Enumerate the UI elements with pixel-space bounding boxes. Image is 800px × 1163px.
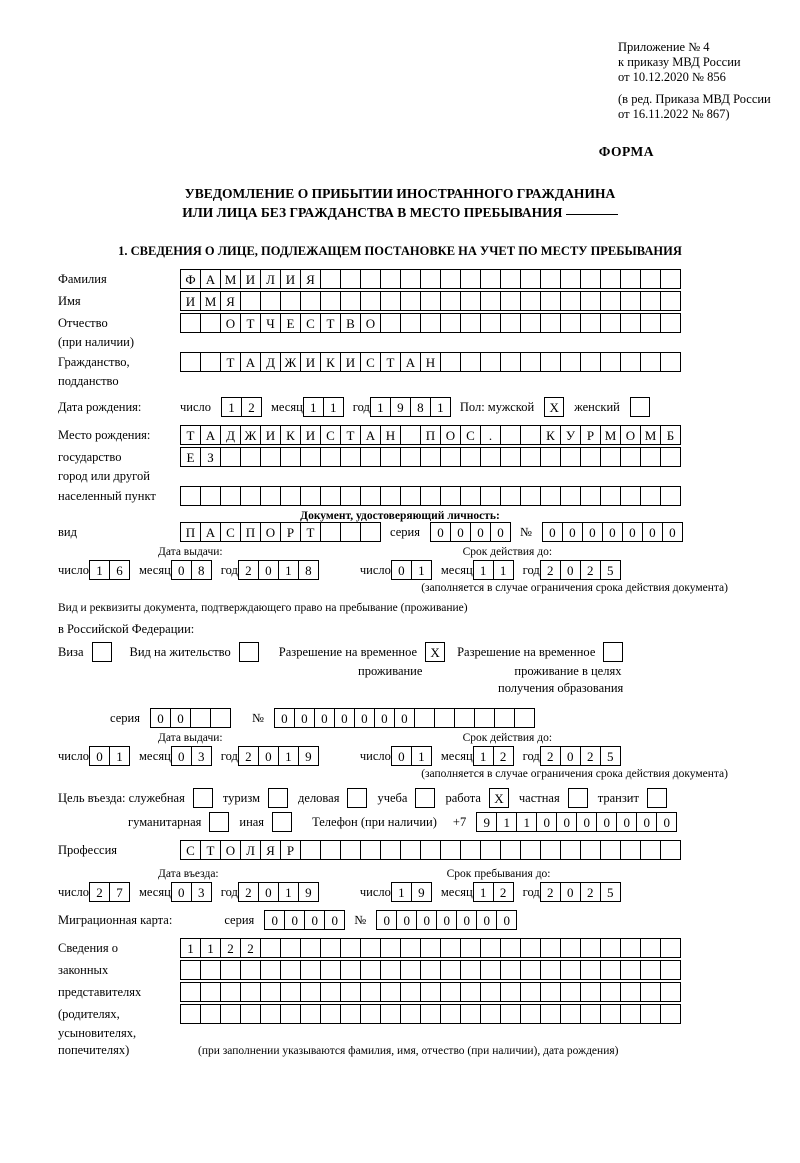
birth-month-boxes[interactable]: 1 1 <box>303 397 343 417</box>
entry-dates-row <box>58 882 742 902</box>
birthplace-boxes-line1[interactable]: Т А Д Ж И К И С Т А Н П О С . К У Р М О М Б <box>180 425 680 445</box>
document-title-line-2: ИЛИ ЛИЦА БЕЗ ГРАЖДАНСТВА В МЕСТО ПРЕБЫВАНИЯ <box>182 205 563 220</box>
purpose-work-checkbox[interactable]: X <box>489 788 509 808</box>
purpose-private-checkbox[interactable] <box>568 788 588 808</box>
permit-issue-date-label: Дата выдачи: <box>158 732 223 744</box>
phone-boxes[interactable]: 9 1 1 0 0 0 0 0 0 0 <box>476 812 676 832</box>
representatives-label-4: (родителях, <box>58 1006 120 1021</box>
stay-day-label: число <box>359 884 391 899</box>
header-amend-line-1: (в ред. Приказа МВД России <box>618 92 771 106</box>
id-document-series-label: серия <box>390 524 420 539</box>
birthplace-state-label: государство <box>58 449 122 464</box>
permit-type-sublabels-row <box>58 664 742 679</box>
migration-card-number-boxes[interactable]: 0 0 0 0 0 0 0 <box>376 910 516 930</box>
representatives-label-5: усыновителях, <box>58 1026 137 1040</box>
id-issue-day-boxes[interactable]: 1 6 <box>89 560 129 580</box>
id-issue-month-label: месяц <box>139 562 171 577</box>
purpose-business-label: деловая <box>298 790 340 805</box>
representatives-boxes-row-4[interactable] <box>180 1004 680 1024</box>
permit-issue-day-label: число <box>58 748 90 763</box>
birthplace-settlement-label: населенный пункт <box>58 488 156 503</box>
representatives-boxes-row-1[interactable]: 1 1 2 2 <box>180 938 680 958</box>
patronymic-label: Отчество <box>58 315 108 330</box>
birthplace-row-3 <box>58 469 742 484</box>
header-line-2: к приказу МВД России <box>618 55 741 69</box>
birthplace-boxes-line2[interactable]: Е З <box>180 447 680 467</box>
permit-edu-label: Разрешение на временное <box>457 644 596 659</box>
permit-series-boxes[interactable]: 0 0 <box>150 708 230 728</box>
purpose-private-label: частная <box>518 790 560 805</box>
representatives-boxes-row-2[interactable] <box>180 960 680 980</box>
header-reference-block <box>618 40 800 122</box>
permit-edu-sublabel-1: проживание в целях <box>514 664 622 678</box>
permit-number-boxes[interactable]: 0 0 0 0 0 0 0 <box>274 708 534 728</box>
sex-female-checkbox[interactable] <box>630 397 650 417</box>
permit-issue-day-boxes[interactable]: 0 1 <box>89 746 129 766</box>
id-document-series-boxes[interactable]: 0 0 0 0 <box>430 522 510 542</box>
id-issue-month-boxes[interactable]: 0 8 <box>171 560 211 580</box>
patronymic-row <box>58 313 742 333</box>
purpose-transit-label: транзит <box>597 790 639 805</box>
id-document-validity-note: (заполняется в случае ограничения срока действия документа) <box>421 582 728 594</box>
permit-validity-note: (заполняется в случае ограничения срока действия документа) <box>421 768 728 780</box>
profession-row <box>58 840 742 860</box>
name-row <box>58 291 742 311</box>
stay-until-label: Срок пребывания до: <box>446 868 551 880</box>
migration-card-series-boxes[interactable]: 0 0 0 0 <box>264 910 344 930</box>
birth-month-label: месяц <box>271 399 303 414</box>
birthplace-row-1 <box>58 425 742 445</box>
title-blank-line <box>566 214 618 215</box>
permit-valid-day-label: число <box>359 748 391 763</box>
birth-year-boxes[interactable]: 1 9 8 1 <box>370 397 450 417</box>
purpose-tourism-checkbox[interactable] <box>268 788 288 808</box>
id-issue-day-label: число <box>58 562 90 577</box>
birth-date-row <box>58 397 742 417</box>
representatives-row-6 <box>58 1043 742 1058</box>
birth-year-label: год <box>352 399 370 414</box>
id-valid-month-boxes[interactable]: 1 1 <box>473 560 513 580</box>
permit-valid-month-boxes[interactable]: 1 2 <box>473 746 513 766</box>
birthplace-row-2 <box>58 447 742 467</box>
id-document-heading: Документ, удостоверяющий личность: <box>300 510 500 522</box>
form-word: ФОРМА <box>598 144 654 159</box>
entry-date-label: Дата въезда: <box>158 868 219 880</box>
permit-valid-day-boxes[interactable]: 0 1 <box>391 746 431 766</box>
surname-boxes[interactable]: Ф А М И Л И Я <box>180 269 680 289</box>
permit-temp-label: Разрешение на временное <box>278 644 418 659</box>
stay-year-label: год <box>522 884 540 899</box>
citizenship-row <box>58 352 742 372</box>
permit-valid-until-label: Срок действия до: <box>462 732 553 744</box>
id-issue-date-label: Дата выдачи: <box>158 546 223 558</box>
purpose-business-checkbox[interactable] <box>347 788 367 808</box>
id-valid-until-label: Срок действия до: <box>462 546 553 558</box>
permit-visa-label: Виза <box>58 644 84 659</box>
surname-label: Фамилия <box>58 271 107 286</box>
id-document-type-boxes[interactable]: П А С П О Р Т <box>180 522 380 542</box>
entry-month-label: месяц <box>139 884 171 899</box>
representatives-label-6: попечителях) <box>58 1043 130 1057</box>
purpose-study-checkbox[interactable] <box>415 788 435 808</box>
stay-month-boxes[interactable]: 1 2 <box>473 882 513 902</box>
id-issue-year-label: год <box>220 562 238 577</box>
permit-type-row <box>58 642 742 662</box>
citizenship-sub-label: подданство <box>58 374 119 388</box>
id-valid-month-label: месяц <box>440 562 473 577</box>
purpose-work-label: работа <box>445 790 481 805</box>
permit-temp-sublabel: проживание <box>358 664 423 678</box>
migration-card-row <box>58 910 742 930</box>
header-line-3: от 10.12.2020 № 856 <box>618 70 726 84</box>
purpose-other-label: иная <box>239 814 265 829</box>
phone-prefix: +7 <box>452 814 467 829</box>
representatives-boxes-row-3[interactable] <box>180 982 680 1002</box>
id-document-type-label: вид <box>58 524 77 539</box>
phone-label: Телефон (при наличии) <box>312 814 437 829</box>
id-document-dates-row <box>58 560 742 580</box>
stay-day-boxes[interactable]: 1 9 <box>391 882 431 902</box>
birthplace-city-label: город или другой <box>58 469 150 483</box>
permit-valid-month-label: месяц <box>440 748 473 763</box>
representatives-row-3 <box>58 982 742 1002</box>
entry-year-label: год <box>220 884 238 899</box>
profession-boxes[interactable]: С Т О Л Я Р <box>180 840 680 860</box>
id-document-number-boxes[interactable]: 0 0 0 0 0 0 0 <box>542 522 682 542</box>
representatives-note: (при заполнении указываются фамилия, имя, отчество (при наличии), дата рождения) <box>198 1044 619 1057</box>
id-document-dates-labels-row <box>58 546 742 558</box>
permit-residence-label: Вид на жительство <box>129 644 231 659</box>
purpose-row-1 <box>58 788 742 808</box>
sex-male-checkbox[interactable]: X <box>544 397 564 417</box>
representatives-row-4 <box>58 1004 742 1024</box>
permit-valid-year-label: год <box>522 748 540 763</box>
permit-heading-1: Вид и реквизиты документа, подтверждающего право на пребывание (проживание) <box>58 602 468 614</box>
section-1-title: 1. СВЕДЕНИЯ О ЛИЦЕ, ПОДЛЕЖАЩЕМ ПОСТАНОВКЕ НА УЧЕТ ПО МЕСТУ ПРЕБЫВАНИЯ <box>118 244 682 258</box>
representatives-row-2 <box>58 960 742 980</box>
representatives-row-5 <box>58 1026 742 1041</box>
permit-issue-year-boxes[interactable]: 2 0 1 9 <box>238 746 318 766</box>
id-valid-year-label: год <box>522 562 540 577</box>
birth-day-label: число <box>180 399 212 414</box>
permit-heading-2: в Российской Федерации: <box>58 622 195 636</box>
birth-date-label: Дата рождения: <box>58 399 142 414</box>
surname-row <box>58 269 742 289</box>
birth-day-boxes[interactable]: 1 2 <box>221 397 261 417</box>
permit-residence-checkbox[interactable] <box>239 642 259 662</box>
header-line-1: Приложение № 4 <box>618 40 710 54</box>
header-amend-line-2: от 16.11.2022 № 867) <box>618 107 730 121</box>
permit-series-row <box>58 708 742 728</box>
citizenship-note-row <box>58 374 742 389</box>
sex-female-label: женский <box>574 399 620 414</box>
patronymic-note-row <box>58 335 742 350</box>
purpose-transit-checkbox[interactable] <box>647 788 667 808</box>
entry-dates-labels-row <box>58 868 742 880</box>
permit-edu-sublabel-row <box>58 681 742 696</box>
profession-label: Профессия <box>58 842 118 857</box>
migration-card-series-label: серия <box>224 912 255 927</box>
permit-issue-month-label: месяц <box>139 748 171 763</box>
purpose-humanitarian-checkbox[interactable] <box>209 812 229 832</box>
id-valid-day-boxes[interactable]: 0 1 <box>391 560 431 580</box>
purpose-other-checkbox[interactable] <box>272 812 292 832</box>
representatives-row-1 <box>58 938 742 958</box>
birthplace-label: Место рождения: <box>58 427 151 442</box>
entry-year-boxes[interactable]: 2 0 1 9 <box>238 882 318 902</box>
purpose-tourism-label: туризм <box>222 790 261 805</box>
representatives-label-2: законных <box>58 962 109 977</box>
id-valid-day-label: число <box>359 562 391 577</box>
permit-dates-row <box>58 746 742 766</box>
stay-month-label: месяц <box>440 884 473 899</box>
migration-card-number-label: № <box>354 912 367 927</box>
permit-edu-checkbox[interactable] <box>603 642 623 662</box>
entry-month-boxes[interactable]: 0 3 <box>171 882 211 902</box>
name-label: Имя <box>58 293 81 308</box>
citizenship-label: Гражданство, <box>58 354 130 369</box>
purpose-label: Цель въезда: служебная <box>58 790 185 805</box>
entry-day-label: число <box>58 884 90 899</box>
permit-number-label: № <box>251 710 264 725</box>
patronymic-sub-label: (при наличии) <box>58 335 135 349</box>
sex-male-label: Пол: мужской <box>459 399 535 414</box>
patronymic-boxes[interactable]: О Т Ч Е С Т В О <box>180 313 680 333</box>
permit-issue-year-label: год <box>220 748 238 763</box>
permit-series-label: серия <box>110 710 140 725</box>
purpose-humanitarian-label: гуманитарная <box>128 814 202 829</box>
id-document-type-row <box>58 522 742 542</box>
permit-visa-checkbox[interactable] <box>92 642 112 662</box>
representatives-label-3: представителях <box>58 984 142 999</box>
migration-card-label: Миграционная карта: <box>58 912 173 927</box>
birthplace-row-4 <box>58 486 742 506</box>
stay-year-boxes[interactable]: 2 0 2 5 <box>540 882 620 902</box>
permit-issue-month-boxes[interactable]: 0 3 <box>171 746 211 766</box>
entry-day-boxes[interactable]: 2 7 <box>89 882 129 902</box>
permit-dates-labels-row <box>58 732 742 744</box>
purpose-study-label: учеба <box>377 790 408 805</box>
id-issue-year-boxes[interactable]: 2 0 1 8 <box>238 560 318 580</box>
purpose-row-2 <box>58 812 742 832</box>
document-title <box>58 184 742 222</box>
representatives-label-1: Сведения о <box>58 940 118 955</box>
id-document-number-label: № <box>519 524 532 539</box>
name-boxes[interactable]: И М Я <box>180 291 680 311</box>
permit-temp-checkbox[interactable]: X <box>425 642 445 662</box>
document-title-line-1: УВЕДОМЛЕНИЕ О ПРИБЫТИИ ИНОСТРАННОГО ГРАЖДАНИНА <box>184 186 616 201</box>
permit-valid-year-boxes[interactable]: 2 0 2 5 <box>540 746 620 766</box>
permit-edu-sublabel-2: получения образования <box>498 681 624 695</box>
birthplace-boxes-line3[interactable] <box>180 486 680 506</box>
citizenship-boxes[interactable]: Т А Д Ж И К И С Т А Н <box>180 352 680 372</box>
id-valid-year-boxes[interactable]: 2 0 2 5 <box>540 560 620 580</box>
purpose-service-checkbox[interactable] <box>193 788 213 808</box>
